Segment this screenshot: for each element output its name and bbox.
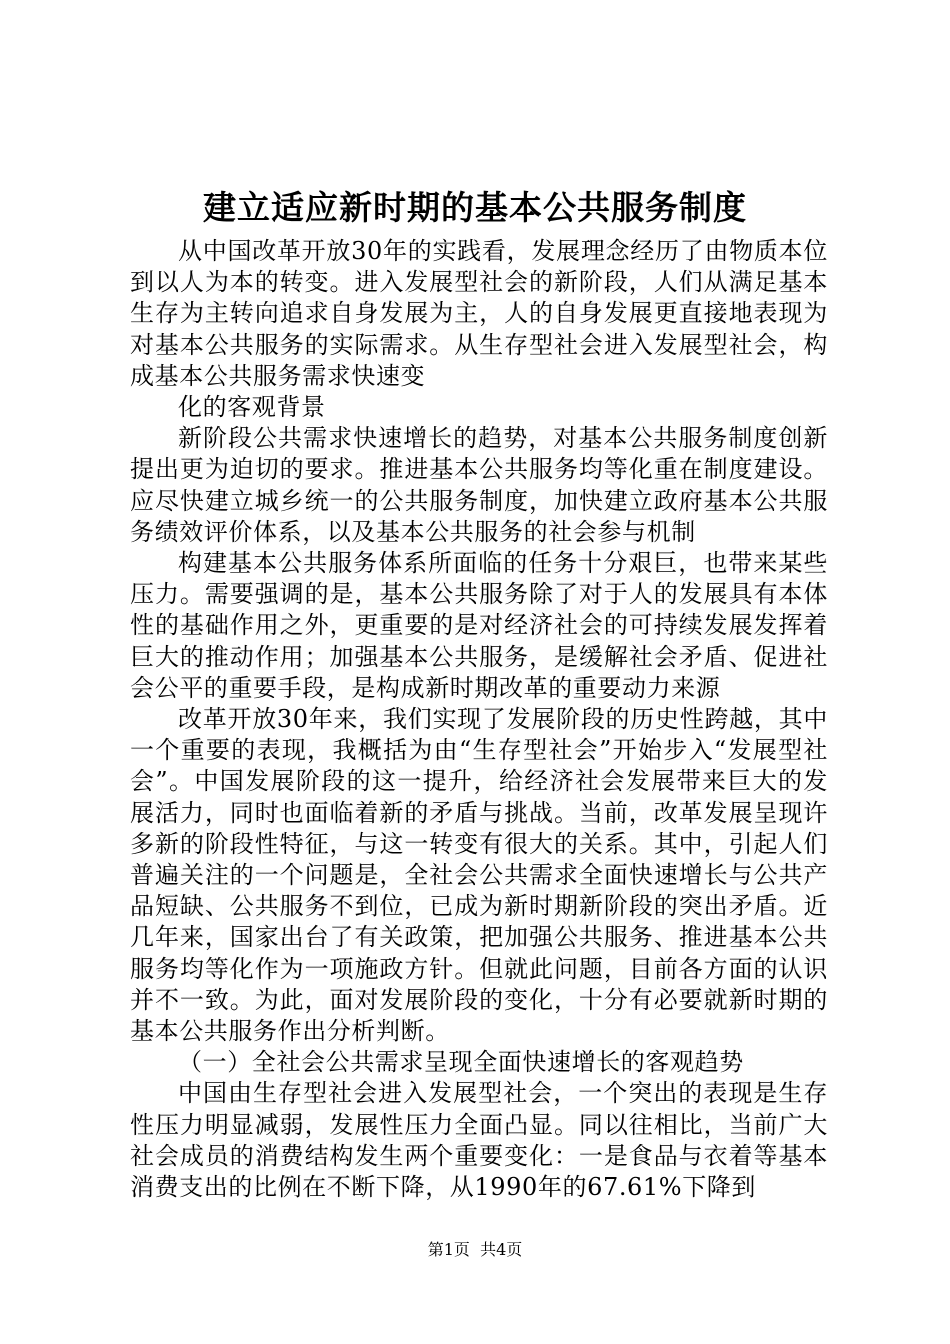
document-body <box>130 236 828 1203</box>
paragraph: 中国由生存型社会进入发展型社会，一个突出的表现是生存性压力明显减弱，发展性压力全面凸显。同以往相比，当前广大社会成员的消费结构发生两个重要变化：一是食品与衣着等基本消费支出的比例在不断下降，从1990年的67.61%下降到 <box>130 1079 828 1202</box>
page-total: 共4页 <box>480 1240 523 1259</box>
paragraph: 化的客观背景 <box>178 393 326 422</box>
paragraph: 新阶段公共需求快速增长的趋势，对基本公共服务制度创新提出更为迫切的要求。推进基本公共服务均等化重在制度建设。应尽快建立城乡统一的公共服务制度，加快建立政府基本公共服务绩效评价体系，以及基本公共服务的社会参与机制 <box>130 424 828 546</box>
paragraph: 从中国改革开放30年的实践看，发展理念经历了由物质本位到以人为本的转变。进入发展型社会的新阶段，人们从满足基本生存为主转向追求自身发展为主，人的自身发展更直接地表现为对基本公共服务的实际需求。从生存型社会进入发展型社会，构成基本公共服务需求快速变 <box>130 237 828 390</box>
page-footer <box>0 1238 950 1262</box>
paragraph: 构建基本公共服务体系所面临的任务十分艰巨，也带来某些压力。需要强调的是，基本公共服务除了对于人的发展具有本体性的基础作用之外，更重要的是对经济社会的可持续发展发挥着巨大的推动作用；加强基本公共服务，是缓解社会矛盾、促进社会公平的重要手段，是构成新时期改革的重要动力来源 <box>130 549 828 702</box>
page-number: 第1页 <box>427 1240 470 1259</box>
section-heading: （一）全社会公共需求呈现全面快速增长的客观趋势 <box>178 1048 744 1077</box>
paragraph: 改革开放30年来，我们实现了发展阶段的历史性跨越，其中一个重要的表现，我概括为由“生存型社会”开始步入“发展型社会”。中国发展阶段的这一提升，给经济社会发展带来巨大的发展活力，同时也面临着新的矛盾与挑战。当前，改革发展呈现许多新的阶段性特征，与这一转变有很大的关系。其中，引起人们普遍关注的一个问题是，全社会公共需求全面快速增长与公共产品短缺、公共服务不到位，已成为新时期新阶段的突出矛盾。近几年来，国家出台了有关政策，把加强公共服务、推进基本公共服务均等化作为一项施政方针。但就此问题，目前各方面的认识并不一致。为此，面对发展阶段的变化，十分有必要就新时期的基本公共服务作出分析判断。 <box>130 705 828 1046</box>
document-title: 建立适应新时期的基本公共服务制度 <box>203 188 747 227</box>
